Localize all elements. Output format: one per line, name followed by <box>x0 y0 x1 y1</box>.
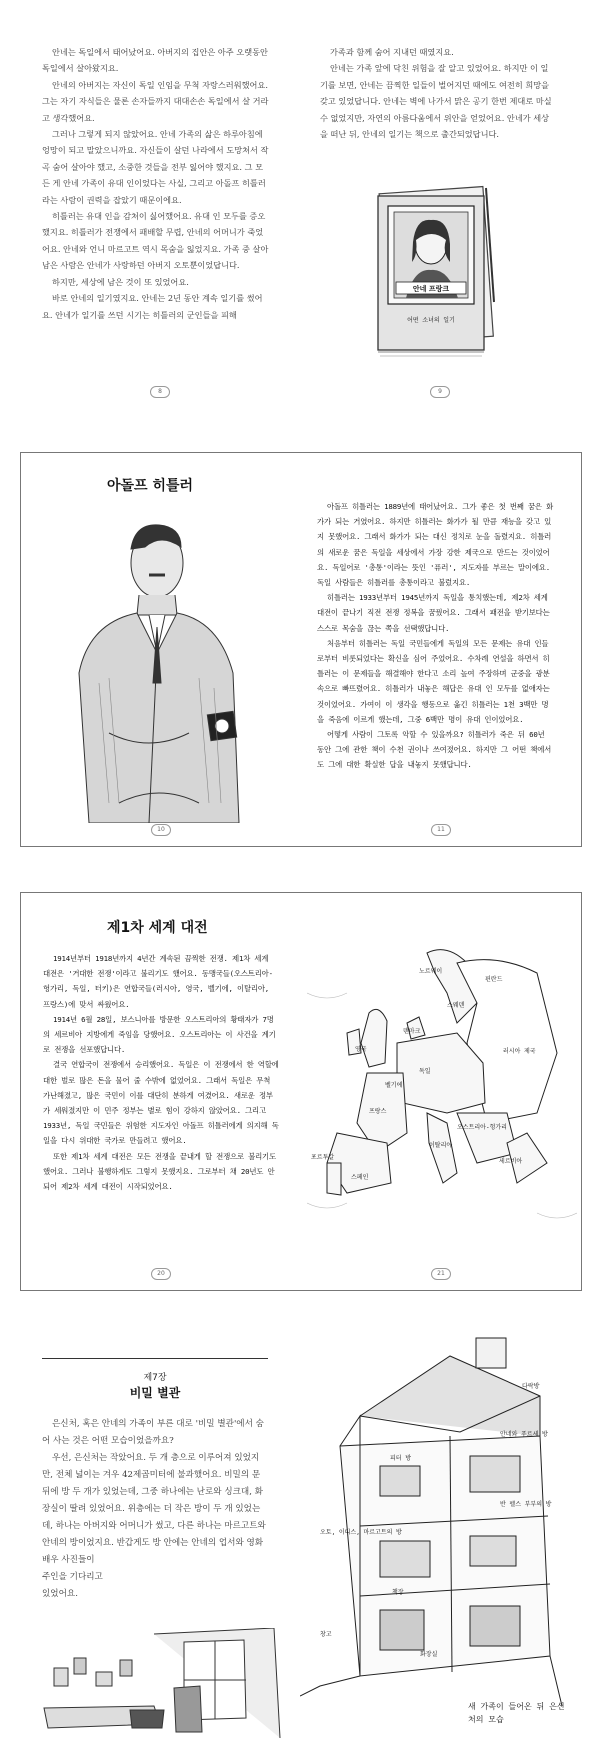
paragraph: 1914년부터 1918년까지 4년간 계속된 끔찍한 전쟁. 제1차 세계 대전은 '거대한 전쟁'이라고 불리기도 했어요. 동맹국들(오스트리아-헝가리, 독일, 터키)은 연합국들(러시아, 영국, 벨기에, 이탈리아, 프랑스)에 맞서 싸웠어요. <box>43 954 273 1009</box>
paragraph: 또한 제1차 세계 대전은 모든 전쟁을 끝내게 할 전쟁으로 불리기도 했어요. 그러나 불행하게도 그렇지 못했지요. 그로부터 채 20년도 안 되어 제2차 세계 대전이 시작되었어요. <box>43 1151 276 1192</box>
spread-ww1 <box>20 892 582 1291</box>
paragraph: 안네는 독일에서 태어났어요. 아버지의 집안은 아주 오랫동안 독일에서 살아왔지요. <box>42 47 268 74</box>
page-8-text <box>42 44 270 323</box>
illustration-caption: 새 가족이 들어온 뒤 은신처의 모습 <box>468 1702 565 1724</box>
map-label-france: 프랑스 <box>369 1108 387 1115</box>
map-label-uk: 영국 <box>355 1046 367 1053</box>
paragraph: 안네는 가족 앞에 닥친 위험을 잘 알고 있었어요. 하지만 이 일기를 보면, 안네는 끔찍한 일들이 벌어지던 때에도 여전히 희망을 갖고 있었답니다. 안네는 벽에 나가서 맑은 공기 한번 제대로 마실 수 없었지만, 자연의 아름다움에서 위안을 얻었어요. 안네가 세상을 떠난 뒤, 안네의 일기는 책으로 출간되었답니다. <box>320 63 552 140</box>
house-label-bookcase: 책장 <box>392 1589 404 1596</box>
hitler-portrait-illustration <box>49 503 249 823</box>
paragraph: 가족과 함께 숨어 지내던 때였지요. <box>330 47 454 57</box>
chapter-number: 제7장 <box>143 1373 167 1383</box>
page-number: 21 <box>431 1268 451 1280</box>
house-label-storage: 창고 <box>320 1631 332 1638</box>
chapter-title: 비밀 별관 <box>129 1386 181 1400</box>
spread-anne-intro <box>20 30 580 400</box>
page-number: 8 <box>150 386 170 398</box>
paragraph: 처음부터 히틀러는 독일 국민들에게 독일의 모든 문제는 유대 인들로부터 비롯되었다는 확신을 심어 주었어요. 수차례 연설을 하면서 히틀러는 이 문제들을 해결해야 한다고 소리 높여 주장하며 군중을 광분 속으로 빠뜨렸어요. 히틀러가 내놓은 해답은 유대 인 모두를 없애자는 것이었어요. 가여이 이 생각을 행동으로 옮긴 히틀러는 1천 3백만 명을 죽음에 이르게 했는데, 그중 6백만 명이 유대 인이었어요. <box>317 638 550 724</box>
spread-hitler <box>20 452 582 847</box>
page-number: 9 <box>430 386 450 398</box>
page-11 <box>301 453 581 846</box>
paragraph: 있었어요. <box>42 1589 78 1599</box>
house-label-peter-room: 피터 방 <box>390 1455 412 1462</box>
book-name-label: 안네 프랑크 <box>412 285 450 293</box>
diary-book-illustration <box>366 182 506 372</box>
page-20-text <box>43 951 279 1194</box>
map-label-finland: 핀란드 <box>485 976 503 983</box>
page-10 <box>21 453 301 846</box>
map-label-russia: 러시아 제국 <box>503 1048 536 1055</box>
house-label-bathroom: 화장실 <box>420 1651 438 1658</box>
paragraph: 히틀러는 유대 인을 감쳐이 싫어했어요. 유대 인 모두를 증오했지요. 히틀러가 전쟁에서 패배할 무렵, 안네의 어머니가 죽었어요. 안네와 언니 마르고트 역시 목숨을 잃었지요. 가족 중 살아남은 사람은 안네가 사랑하던 아버지 오토뿐이었답니다. <box>42 211 269 271</box>
page-9-text <box>320 44 552 142</box>
page-number: 20 <box>151 1268 171 1280</box>
paragraph: 안네의 아버지는 자신이 독일 인임을 무척 자랑스러워했어요. 그는 자기 자식들은 물론 손자들까지 대대손손 독일에서 살 거라고 생각했어요. <box>42 79 269 123</box>
paragraph: 주인을 기다리고 <box>42 1572 103 1582</box>
paragraph: 결국 연합국이 전쟁에서 승리했어요. 독일은 이 전쟁에서 한 역할에 대한 벌로 많은 돈을 물어 줄 수밖에 없었어요. 그래서 독일은 무척 가난해졌고, 많은 국민이 이를 대단히 분하게 여겼어요. 새로운 정부가 세워졌지만 이 민주 정부는 별로 힘이 강하지 않았어요. 그리고 1933년, 독일 국민들은 위험한 지도자인 아돌프 히틀러에게 의지해 독일을 다시 위대한 국가로 만들려고 했어요. <box>43 1060 279 1146</box>
paragraph: 하지만, 세상에 남은 것이 또 있었어요. <box>52 276 189 287</box>
house-label-van-pels-room: 반 펠스 부부의 방 <box>500 1501 552 1508</box>
map-label-sweden: 스웨덴 <box>447 1002 465 1009</box>
page-number: 10 <box>151 824 171 836</box>
page-11-text <box>317 499 555 773</box>
page-21 <box>301 893 581 1290</box>
map-label-spain: 스페인 <box>351 1174 369 1181</box>
book-subtitle-label: 어떤 소녀의 일기 <box>407 317 455 324</box>
paragraph: 어떻게 사람이 그토록 악할 수 있을까요? 히틀러가 죽은 뒤 60년 동안 그에 관한 책이 수천 권이나 쓰여졌어요. 하지만 그 어떤 책에서도 그에 대한 확실한 답을 내놓지 못했답니다. <box>317 730 552 770</box>
house-label-frank-room: 오토, 이디스, 마르고트의 방 <box>320 1529 402 1536</box>
europe-map-illustration <box>307 933 577 1233</box>
page-9 <box>300 30 580 400</box>
page-8 <box>20 30 300 400</box>
paragraph: 바로 안네의 일기였지요. 안네는 2년 동안 계속 일기를 썼어요. 안네가 일기를 쓰던 시기는 히틀러의 군인들을 피해 <box>42 293 263 320</box>
house-label-attic: 다락방 <box>522 1383 540 1390</box>
spread-secret-annex <box>20 1328 580 1738</box>
map-label-norway: 노르웨이 <box>419 968 443 975</box>
paragraph: 1914년 6월 28일, 보스니아를 방문한 오스트리아의 황태자가 7명의 세르비아 지방에게 죽임을 당했어요. 오스트리아는 이 사건을 계기로 전쟁을 선포했답니다. <box>43 1014 276 1055</box>
house-label-anne-room: 안네와 푸르세 방 <box>500 1431 548 1438</box>
page-number: 11 <box>431 824 451 836</box>
paragraph: 우선, 은신처는 작았어요. 두 개 층으로 이루어져 있었지만, 전체 넓이는 겨우 42제곱미터에 불과했어요. 비밀의 문 뒤에 방 두 개가 있었는데, 그중 하나에는 난로와 싱크대, 화장실이 딸려 있었어요. 위층에는 더 작은 방이 두 개 있었는데, 하나는 아버지와 어머니가 썼고, 다른 하나는 마르고트와 안네의 방이었지요. 반갑게도 방 안에는 안네의 업서와 영화배우 사진들이 <box>42 1453 266 1565</box>
annex-room-illustration <box>34 1628 284 1738</box>
section-title: 아돌프 히틀러 <box>107 478 194 494</box>
paragraph: 은신처, 혹은 안네의 가족이 부른 대로 '비밀 별관'에서 숨어 사는 것은 어떤 모습이었을까요? <box>42 1419 264 1446</box>
map-label-denmark: 덴마크 <box>403 1028 421 1035</box>
page-annex-text <box>42 1416 270 1603</box>
page-20 <box>21 893 301 1290</box>
paragraph: 히틀러는 1933년부터 1945년까지 독일을 통치했는데, 제2차 세계 대전이 끝나기 직전 전쟁 정복을 꿈꿨어요. 그래서 패전을 받기보다는 스스로 목숨을 끊는 쪽을 선택했답니다. <box>317 593 550 633</box>
map-label-serbia: 세르비아 <box>499 1158 523 1165</box>
map-label-belgium: 벨기에 <box>385 1082 403 1089</box>
paragraph: 그러나 그렇게 되지 않았어요. 안네 가족의 삶은 하루아침에 엉망이 되고 말았으니까요. 자신들이 살던 나라에서 도망쳐서 작곡 숨어 살아야 했고, 소중한 것들을 전부 잃어야 했지요. 그 모든 게 안네 가족이 유대 인이었다는 사실, 그리고 아돌프 히틀러라는 사람이 권력을 잡았기 때문이에요. <box>42 129 269 205</box>
section-title: 제1차 세계 대전 <box>107 920 208 936</box>
map-label-austria-hungary: 오스트리아-헝가리 <box>457 1124 507 1131</box>
chapter-rule <box>42 1358 268 1359</box>
page-annex-right <box>300 1328 580 1738</box>
map-label-portugal: 포르투갈 <box>311 1154 335 1161</box>
page-annex-left <box>20 1328 300 1738</box>
map-label-italy: 이탈리아 <box>429 1142 453 1149</box>
paragraph: 아돌프 히틀러는 1889년에 태어났어요. 그가 좋은 첫 번째 꿈은 화가가 되는 거였어요. 하지만 히틀러는 화가가 될 만큼 재능을 갖고 있지 못했어요. 그래서 화가가 되는 대신 정치로 눈을 돌렸지요. 히틀러의 새로운 꿈은 독일을 세상에서 가장 강한 제국으로 만드는 것이었어요. 독일어로 '총통'이라는 뜻인 '퓨러', 지도자를 부르는 말이에요. 독일 사람들은 히틀러를 총통이라고 불렀지요. <box>317 502 554 588</box>
map-label-germany: 독일 <box>419 1068 431 1075</box>
annex-house-cutaway-illustration <box>300 1336 580 1706</box>
